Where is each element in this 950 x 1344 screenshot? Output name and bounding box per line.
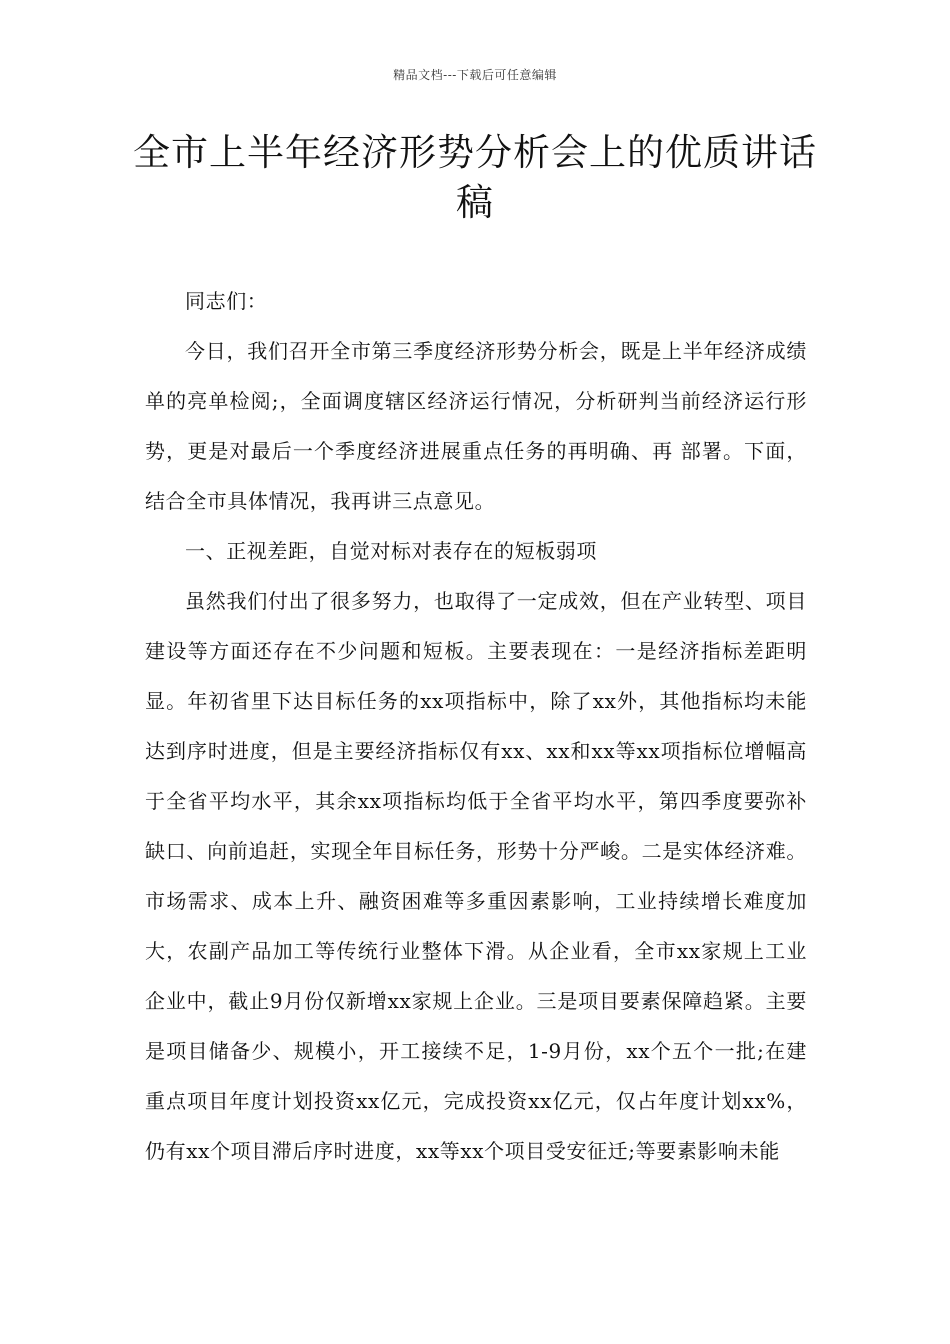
body-paragraph: 虽然我们付出了很多努力，也取得了一定成效，但在产业转型、项目建设等方面还存在不少问题和短板。主要表现在：一是经济指标差距明显。年初省里下达目标任务的xx项指标中，除了xx外，其他指标均未能达到序时进度，但是主要经济指标仅有xx、xx和xx等xx项指标位增幅高于全省平均水平，其余xx项指标均低于全省平均水平，第四季度要弥补缺口、向前追赶，实现全年目标任务，形势十分严峻。二是实体经济难。市场需求、成本上升、融资困难等多重因素影响，工业持续增长难度加大，农副产品加工等传统行业整体下滑。从企业看，全市xx家规上工业企业中，截止9月份仅新增xx家规上企业。三是项目要素保障趋紧。主要是项目储备少、规模小，开工接续不足，1-9月份，xx个五个一批;在建重点项目年度计划投资xx亿元，完成投资xx亿元，仅占年度计划xx%，仍有xx个项目滞后序时进度，xx等xx个项目受安征迁;等要素影响未能: [145, 589, 807, 1163]
document-body: [145, 276, 807, 1176]
salutation-paragraph: 同志们：: [185, 289, 268, 313]
header-note: 精品文档---下载后可任意编辑: [393, 68, 557, 82]
section-heading: 一、正视差距，自觉对标对表存在的短板弱项: [185, 539, 597, 563]
document-title: 全市上半年经济形势分析会上的优质讲话稿: [133, 131, 817, 224]
opening-paragraph: 今日，我们召开全市第三季度经济形势分析会，既是上半年经济成绩单的亮单检阅;，全面调度辖区经济运行情况，分析研判当前经济运行形势，更是对最后一个季度经济进展重点任务的再明确、再 部署。下面，结合全市具体情况，我再讲三点意见。: [145, 339, 807, 513]
